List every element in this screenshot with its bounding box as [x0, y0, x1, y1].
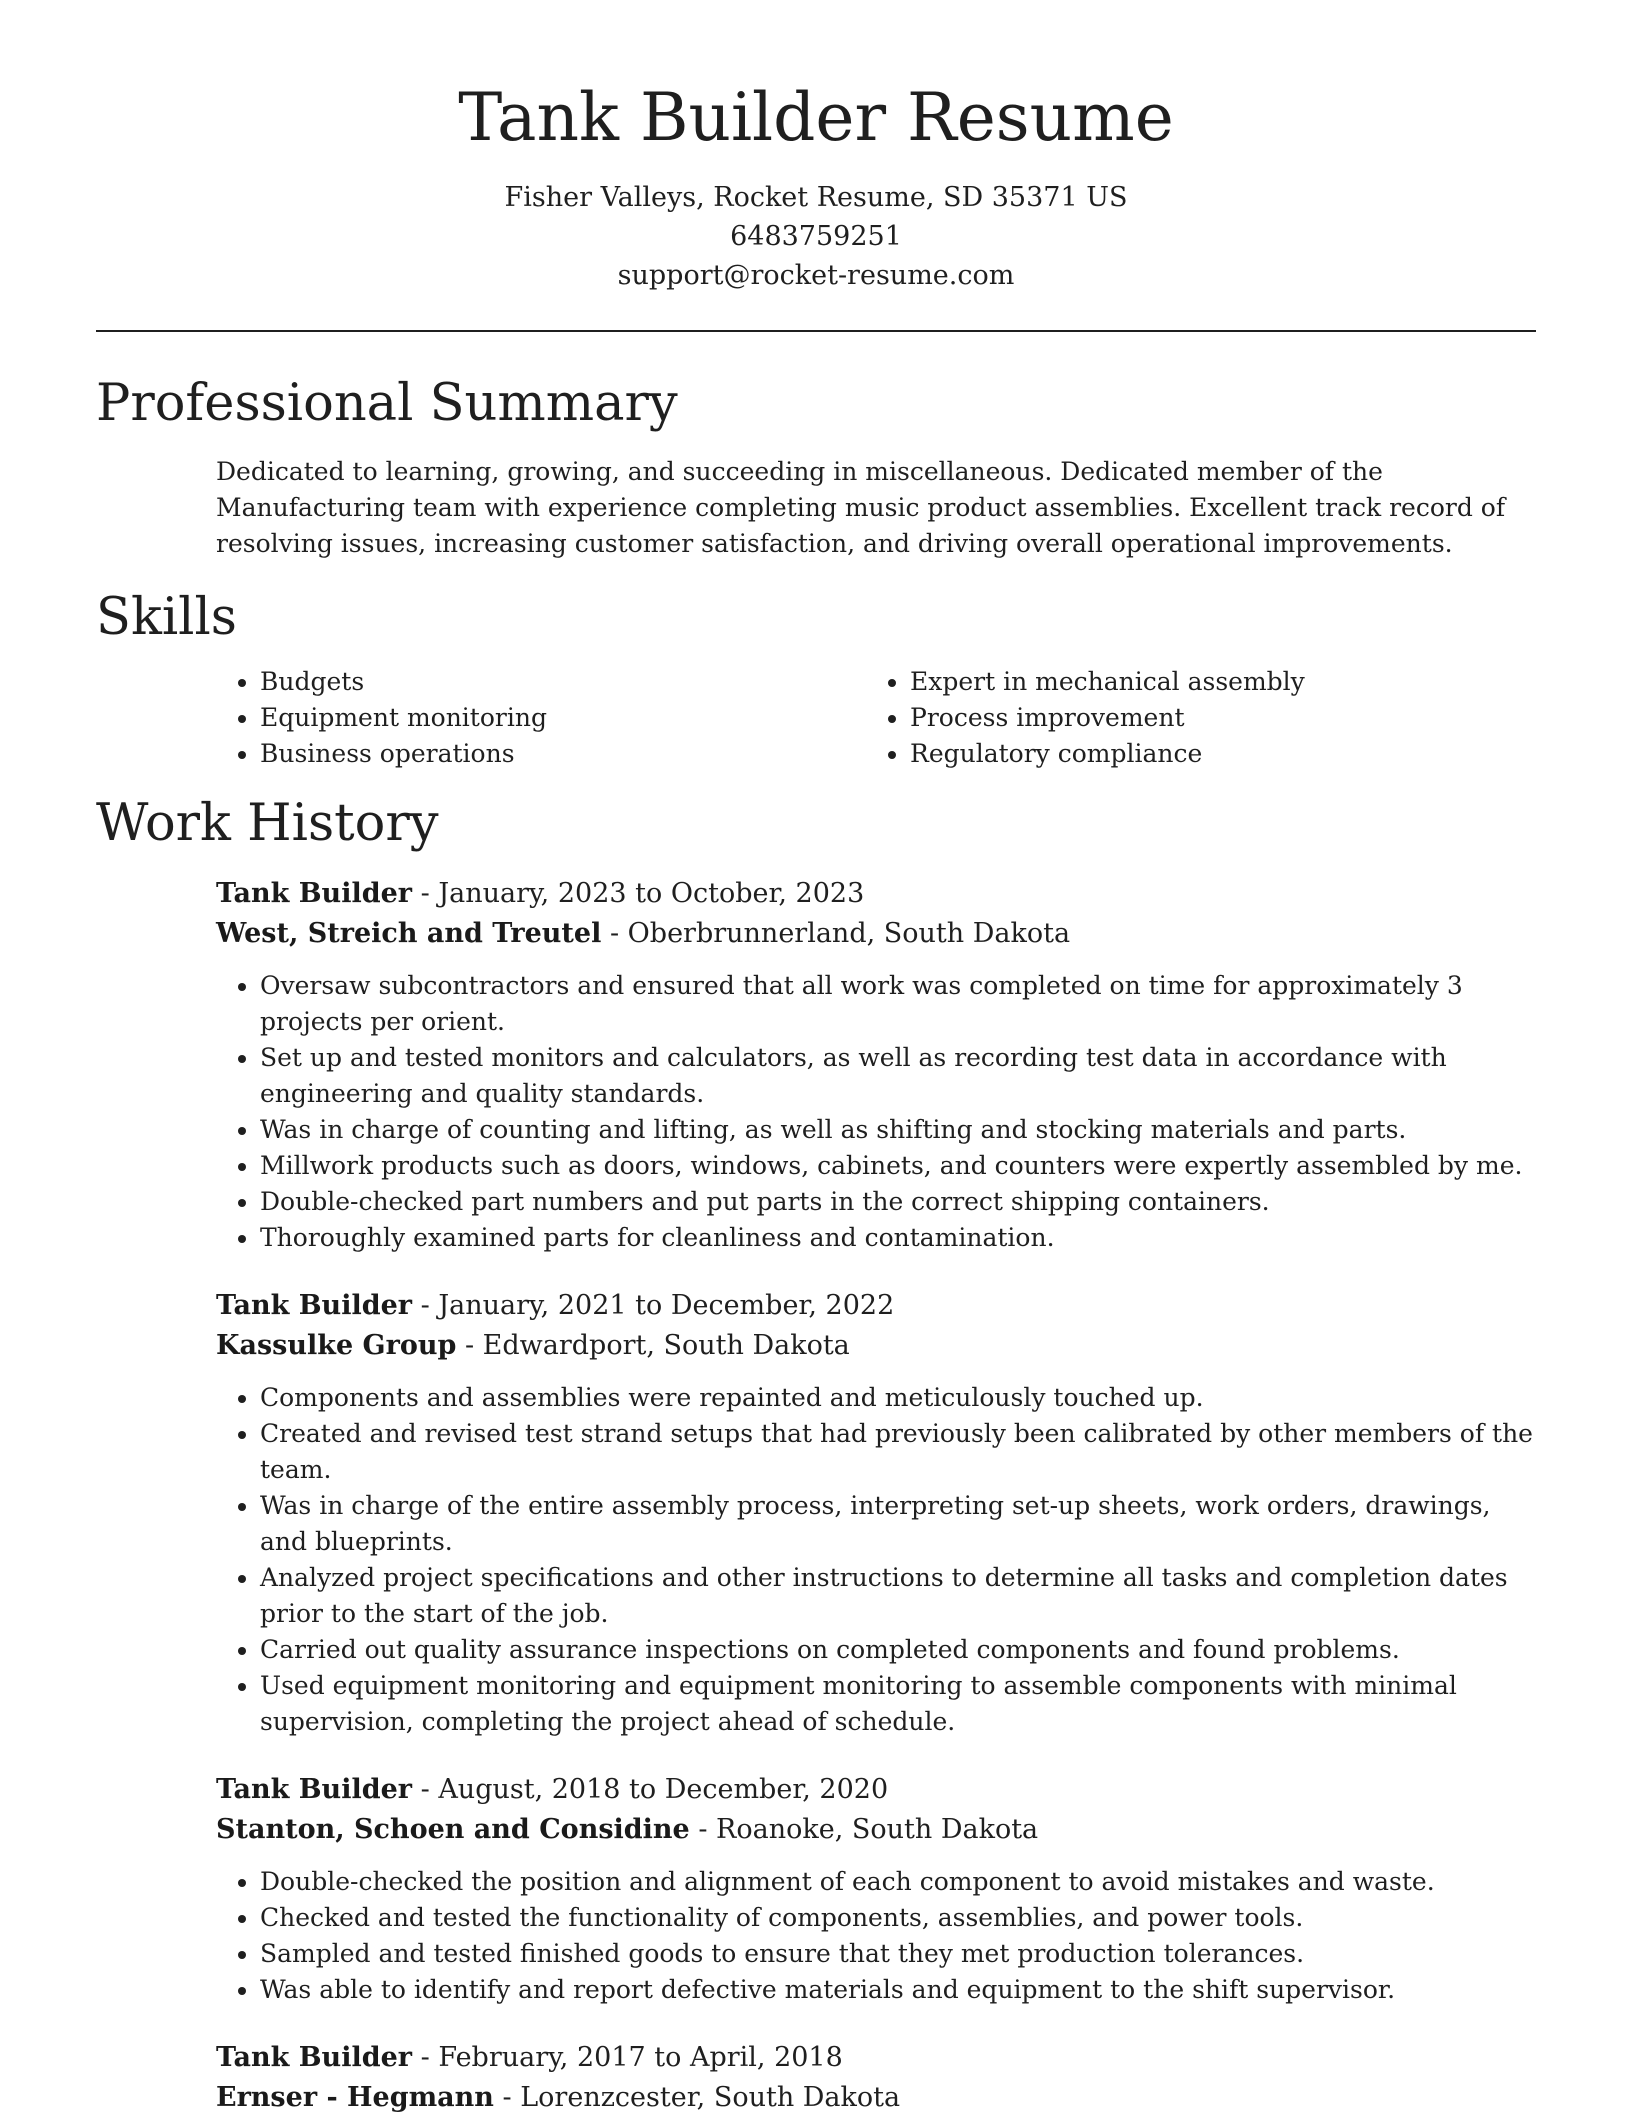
job-duty: • Used equipment monitoring and equipment monitoring to assemble components with minimal supervision, completing the project ahead of schedule. — [260, 1668, 1536, 1740]
job-title: Tank Builder — [216, 1290, 412, 1321]
job-title: Tank Builder — [216, 878, 412, 909]
job-duty: • Carried out quality assurance inspections on completed components and found problems. — [260, 1632, 1536, 1668]
job-company: Kassulke Group — [216, 1330, 457, 1361]
job-title-line — [216, 874, 1536, 914]
job-separator: - — [698, 1814, 717, 1845]
job-entry — [216, 1286, 1536, 1740]
header-divider — [96, 330, 1536, 332]
skills-list — [216, 664, 1536, 772]
skill-item: • Process improvement — [910, 700, 1536, 736]
job-separator: - — [502, 2082, 521, 2113]
job-separator: - — [609, 918, 628, 949]
work-history-heading: Work History — [96, 794, 439, 853]
job-entry — [216, 874, 1536, 1256]
job-duty: • Double-checked part numbers and put parts in the correct shipping containers. — [260, 1184, 1536, 1220]
skill-item: • Business operations — [260, 736, 866, 772]
job-duty: • Components and assemblies were repainted and meticulously touched up. — [260, 1380, 1536, 1416]
job-dates: August, 2018 to December, 2020 — [438, 1774, 889, 1805]
job-duty: • Was in charge of the entire assembly process, interpreting set-up sheets, work orders, drawings, and blueprints. — [260, 1488, 1536, 1560]
job-company-line — [216, 1326, 1536, 1366]
job-company-line — [216, 914, 1536, 954]
job-separator: - — [420, 1290, 439, 1321]
job-duties — [216, 1864, 1536, 2008]
job-duty: • Analyzed project specifications and other instructions to determine all tasks and completion dates prior to the start of the job. — [260, 1560, 1536, 1632]
job-separator: - — [464, 1330, 483, 1361]
job-entry — [216, 1770, 1536, 2008]
job-dates: February, 2017 to April, 2018 — [438, 2042, 843, 2073]
job-company: West, Streich and Treutel — [216, 918, 602, 949]
skills-heading: Skills — [96, 588, 237, 647]
resume-title: Tank Builder Resume — [458, 79, 1174, 156]
job-location: Lorenzcester, South Dakota — [520, 2082, 901, 2113]
job-duty: • Checked and tested the functionality of components, assemblies, and power tools. — [260, 1900, 1536, 1936]
job-separator: - — [420, 1774, 439, 1805]
job-duty: • Thoroughly examined parts for cleanliness and contamination. — [260, 1220, 1536, 1256]
summary-text: Dedicated to learning, growing, and succeeding in miscellaneous. Dedicated member of the Manufacturing team with experience completing music product assemblies. Excellent track record of resolving issues, increasing customer satisfaction, and driving overall operational improvements. — [216, 457, 1506, 558]
job-location: Edwardport, South Dakota — [482, 1330, 850, 1361]
contact-email: support@rocket-resume.com — [617, 260, 1015, 291]
job-duty: • Was able to identify and report defective materials and equipment to the shift supervisor. — [260, 1972, 1536, 2008]
job-duties — [216, 1380, 1536, 1740]
job-duty: • Sampled and tested finished goods to ensure that they met production tolerances. — [260, 1936, 1536, 1972]
job-title: Tank Builder — [216, 2042, 412, 2073]
summary-heading: Professional Summary — [96, 374, 678, 433]
skills-column-left — [216, 664, 866, 772]
job-title-line — [216, 1770, 1536, 1810]
job-title: Tank Builder — [216, 1774, 412, 1805]
job-duties — [216, 968, 1536, 1256]
job-duty: • Millwork products such as doors, windows, cabinets, and counters were expertly assembled by me. — [260, 1148, 1536, 1184]
contact-address: Fisher Valleys, Rocket Resume, SD 35371 US — [504, 182, 1128, 213]
job-company: Ernser - Hegmann — [216, 2082, 494, 2113]
job-entry — [216, 2038, 1536, 2118]
skill-item: • Regulatory compliance — [910, 736, 1536, 772]
job-title-line — [216, 1286, 1536, 1326]
job-separator: - — [420, 878, 439, 909]
contact-phone: 6483759251 — [730, 221, 902, 252]
job-separator: - — [420, 2042, 439, 2073]
skills-column-right — [866, 664, 1536, 772]
job-location: Oberbrunnerland, South Dakota — [627, 918, 1071, 949]
job-duty: • Oversaw subcontractors and ensured that all work was completed on time for approximately 3 projects per orient. — [260, 968, 1536, 1040]
job-dates: January, 2021 to December, 2022 — [438, 1290, 895, 1321]
skill-item: • Budgets — [260, 664, 866, 700]
job-duty: • Double-checked the position and alignment of each component to avoid mistakes and waste. — [260, 1864, 1536, 1900]
job-duty: • Was in charge of counting and lifting, as well as shifting and stocking materials and parts. — [260, 1112, 1536, 1148]
job-company: Stanton, Schoen and Considine — [216, 1814, 690, 1845]
job-duty: • Created and revised test strand setups that had previously been calibrated by other members of the team. — [260, 1416, 1536, 1488]
job-company-line — [216, 2078, 1536, 2118]
job-duty: • Set up and tested monitors and calculators, as well as recording test data in accordance with engineering and quality standards. — [260, 1040, 1536, 1112]
job-dates: January, 2023 to October, 2023 — [438, 878, 865, 909]
skill-item: • Equipment monitoring — [260, 700, 866, 736]
job-location: Roanoke, South Dakota — [716, 1814, 1039, 1845]
contact-block — [96, 178, 1536, 295]
job-title-line — [216, 2038, 1536, 2078]
job-company-line — [216, 1810, 1536, 1850]
skill-item: • Expert in mechanical assembly — [910, 664, 1536, 700]
